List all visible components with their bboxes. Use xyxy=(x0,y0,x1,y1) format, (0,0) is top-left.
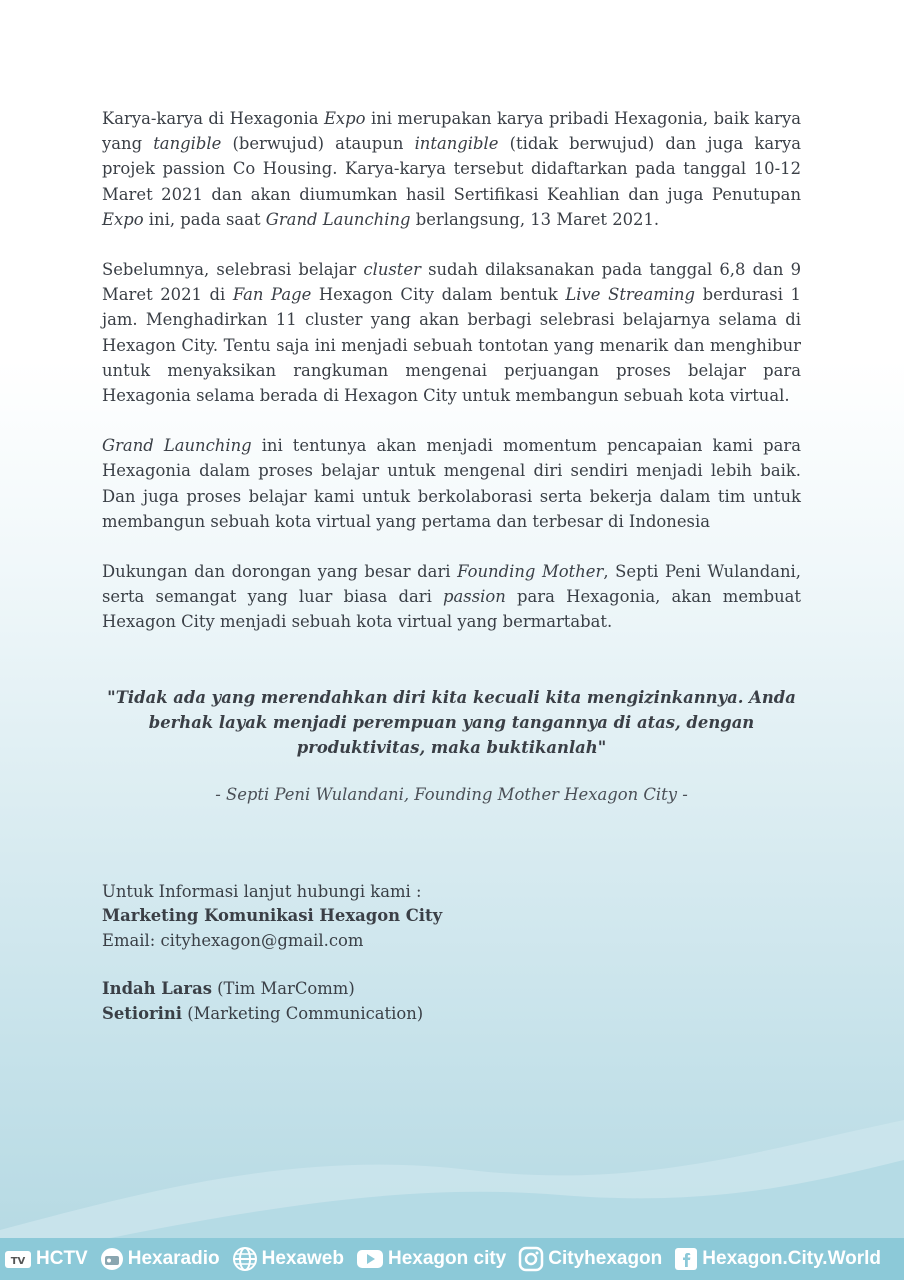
globe-icon xyxy=(232,1246,258,1272)
contact-org: Marketing Komunikasi Hexagon City xyxy=(102,906,443,926)
radio-icon xyxy=(100,1247,124,1271)
tv-icon xyxy=(4,1248,32,1270)
person-1-role: (Tim MarComm) xyxy=(211,979,355,999)
text-run: tangible xyxy=(153,134,222,154)
text-run: berdurasi 1 jam. Menghadirkan 11 cluster yang akan berbagi selebrasi belajarnya selama di Hexagon City. Tentu saja ini menjadi sebuah tontotan yang menarik dan menghibur untuk menyaksikan rangkuman mengenai perjuangan proses belajar para Hexagonia selama berada di Hexagon City untuk membangun sebuah kota virtual. xyxy=(102,285,801,406)
text-run: Founding Mother xyxy=(457,562,604,582)
text-run: ini merupakan karya pribadi Hexagonia, baik karya yang xyxy=(102,109,801,154)
contact-person-1 xyxy=(102,977,801,1001)
text-run: passion xyxy=(443,587,506,607)
text-run: Dukungan dan dorongan yang besar dari xyxy=(102,562,458,582)
paragraph-3 xyxy=(102,433,801,534)
paragraph-4 xyxy=(102,559,801,635)
instagram-icon xyxy=(518,1246,544,1272)
paragraph-2 xyxy=(102,257,801,408)
text-run: (tidak berwujud) dan juga karya projek passion Co Housing. Karya-karya tersebut didaftarkan pada tanggal 10-12 Maret 2021 dan akan diumumkan hasil Sertifikasi Keahlian dan juga Penutupan xyxy=(102,134,801,204)
footer-label-youtube: Hexagon city xyxy=(387,1248,507,1269)
person-1-name: Indah Laras xyxy=(102,979,212,999)
footer-label-hexaradio: Hexaradio xyxy=(127,1248,220,1269)
text-run: berlangsung, 13 Maret 2021. xyxy=(410,209,660,229)
text-run: para Hexagonia, akan membuat Hexagon City menjadi sebuah kota virtual yang bermartabat. xyxy=(102,587,801,632)
text-run: Karya-karya di Hexagonia xyxy=(102,109,324,128)
contact-person-2 xyxy=(102,1002,801,1026)
person-2-role: (Marketing Communication) xyxy=(182,1003,424,1023)
text-run: Expo xyxy=(102,209,144,229)
text-run: intangible xyxy=(414,134,499,154)
quote-attribution: - Septi Peni Wulandani, Founding Mother Hexagon City - xyxy=(215,785,688,804)
press-release-body xyxy=(102,106,801,660)
text-run: Grand Launching xyxy=(265,209,411,229)
footer-label-hexaweb: Hexaweb xyxy=(261,1248,344,1269)
contact-intro: Untuk Informasi lanjut hubungi kami : xyxy=(102,882,422,901)
footer-item-hctv[interactable] xyxy=(4,1248,88,1270)
person-2-name: Setiorini xyxy=(102,1003,183,1023)
footer-item-youtube[interactable] xyxy=(356,1248,506,1270)
text-run: Live Streaming xyxy=(565,285,696,305)
text-run: Hexagon City dalam bentuk xyxy=(311,285,566,305)
text-run: ini tentunya akan menjadi momentum pencapaian kami para Hexagonia dalam proses belajar untuk mengenal diri sendiri menjadi lebih baik. Dan juga proses belajar kami untuk berkolaborasi serta bekerja dalam tim untuk membangun sebuah kota virtual yang pertama dan terbesar di Indonesia xyxy=(102,436,801,531)
text-run: sudah dilaksanakan pada tanggal 6,8 dan 9 Maret 2021 di xyxy=(102,260,802,305)
footer-item-hexaradio[interactable] xyxy=(100,1247,220,1271)
footer-item-facebook[interactable] xyxy=(674,1247,881,1271)
quote-text: "Tidak ada yang merendahkan diri kita kecuali kita mengizinkannya. Anda berhak layak menjadi perempuan yang tangannya di atas, dengan produktivitas, maka buktikanlah" xyxy=(107,688,796,758)
text-run: , Septi Peni Wulandani, serta semangat yang luar biasa dari xyxy=(102,562,801,607)
facebook-icon xyxy=(674,1247,698,1271)
text-run: Fan Page xyxy=(232,285,312,305)
text-run: cluster xyxy=(363,260,421,280)
footer-item-instagram[interactable] xyxy=(518,1246,662,1272)
text-run: Expo xyxy=(323,109,366,128)
text-run: ini, pada saat xyxy=(143,209,266,229)
contact-email: Email: cityhexagon@gmail.com xyxy=(102,930,364,950)
footer-label-instagram: Cityhexagon xyxy=(548,1248,663,1269)
footer-label-facebook: Hexagon.City.World xyxy=(702,1248,882,1269)
paragraph-1 xyxy=(102,106,801,232)
text-run: Grand Launching xyxy=(102,436,252,456)
footer-label-hctv: HCTV xyxy=(36,1248,88,1269)
svg-text:TV: TV xyxy=(10,1256,26,1267)
youtube-icon xyxy=(356,1248,384,1270)
text-run: Sebelumnya, selebrasi belajar xyxy=(102,260,364,280)
footer-item-hexaweb[interactable] xyxy=(232,1246,344,1272)
footer-social-bar xyxy=(0,1238,904,1280)
contact-block xyxy=(102,880,801,1026)
text-run: (berwujud) ataupun xyxy=(221,134,415,154)
